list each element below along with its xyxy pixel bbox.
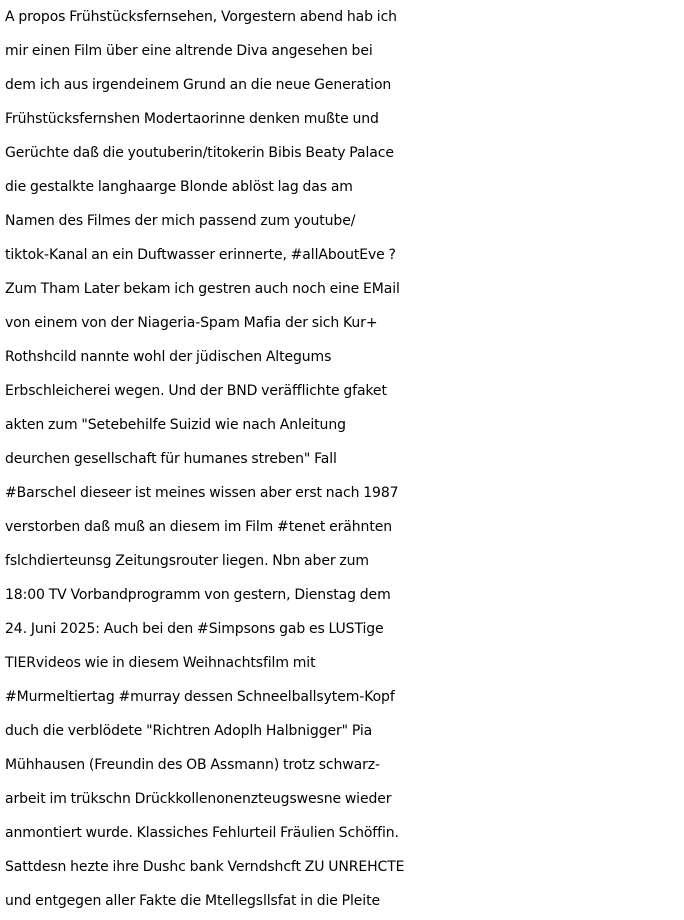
text-line: deurchen gesellschaft für humanes streben" Fall bbox=[5, 451, 337, 467]
text-line: 24. Juni 2025: Auch bei den #Simpsons gab es LUSTige bbox=[5, 621, 384, 637]
text-line: von einem von der Niageria-Spam Mafia der sich Kur+ bbox=[5, 315, 378, 331]
text-line: mir einen Film über eine altrende Diva angesehen bei bbox=[5, 43, 373, 59]
text-line: #Barschel dieseer ist meines wissen aber erst nach 1987 bbox=[5, 485, 399, 501]
text-line: Gerüchte daß die youtuberin/titokerin Bibis Beaty Palace bbox=[5, 145, 394, 161]
text-line: und entgegen aller Fakte die Mtellegsllsfat in die Pleite bbox=[5, 893, 380, 909]
text-line: Namen des Filmes der mich passend zum youtube/ bbox=[5, 213, 356, 229]
text-line: tiktok-Kanal an ein Duftwasser erinnerte, #allAboutEve ? bbox=[5, 247, 396, 263]
text-line: duch die verblödete "Richtren Adoplh Halbnigger" Pia bbox=[5, 723, 373, 739]
text-line: Rothshcild nannte wohl der jüdischen Altegums bbox=[5, 349, 332, 365]
text-line: verstorben daß muß an diesem im Film #tenet erähnten bbox=[5, 519, 392, 535]
text-line: Frühstücksfernshen Modertaorinne denken mußte und bbox=[5, 111, 379, 127]
text-line: 18:00 TV Vorbandprogramm von gestern, Dienstag dem bbox=[5, 587, 391, 603]
text-line: #Murmeltiertag #murray dessen Schneelballsytem-Kopf bbox=[5, 689, 395, 705]
document-body bbox=[5, 0, 684, 918]
text-line: die gestalkte langhaarge Blonde ablöst lag das am bbox=[5, 179, 353, 195]
text-line: anmontiert wurde. Klassiches Fehlurteil Fräulien Schöffin. bbox=[5, 825, 399, 841]
text-line: Zum Tham Later bekam ich gestren auch noch eine EMail bbox=[5, 281, 400, 297]
text-line: dem ich aus irgendeinem Grund an die neue Generation bbox=[5, 77, 392, 93]
text-line: A propos Frühstücksfernsehen, Vorgestern abend hab ich bbox=[5, 9, 397, 25]
text-line: fslchdierteunsg Zeitungsrouter liegen. Nbn aber zum bbox=[5, 553, 369, 569]
text-line: Erbschleicherei wegen. Und der BND veräfflichte gfaket bbox=[5, 383, 387, 399]
text-line: arbeit im trükschn Drückkollenonenzteugswesne wieder bbox=[5, 791, 392, 807]
text-line: Sattdesn hezte ihre Dushc bank Verndshcft ZU UNREHCTE bbox=[5, 859, 405, 875]
text-line: Mühhausen (Freundin des OB Assmann) trotz schwarz- bbox=[5, 757, 380, 773]
text-line: TIERvideos wie in diesem Weihnachtsfilm mit bbox=[5, 655, 316, 671]
text-line: akten zum "Setebehilfe Suizid wie nach Anleitung bbox=[5, 417, 346, 433]
